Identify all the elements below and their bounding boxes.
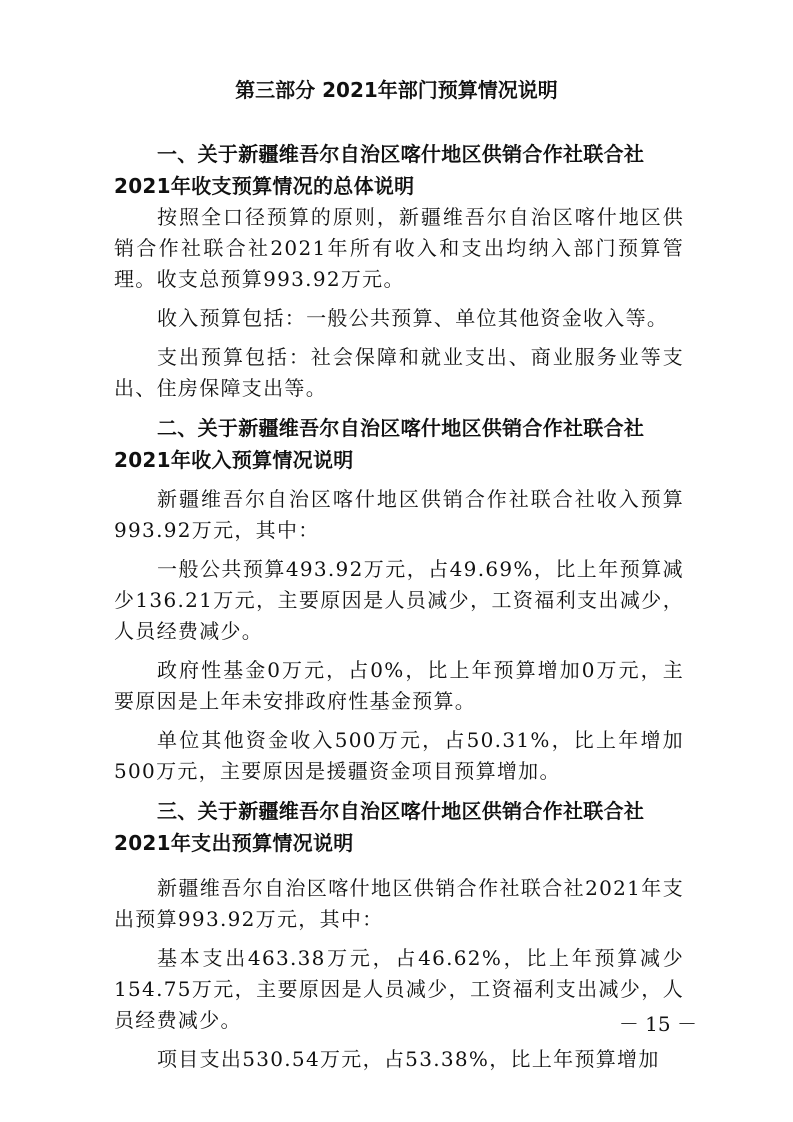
- paragraph: 新疆维吾尔自治区喀什地区供销合作社联合社收入预算993.92万元，其中：: [114, 487, 684, 542]
- section-overall-budget: [114, 138, 684, 404]
- paragraph: 按照全口径预算的原则，新疆维吾尔自治区喀什地区供销合作社联合社2021年所有收入和支出均纳入部门预算管理。收支总预算993.92万元。: [114, 205, 684, 291]
- paragraph: 收入预算包括：一般公共预算、单位其他资金收入等。: [157, 306, 669, 330]
- section-income-budget: [114, 412, 684, 787]
- paragraph: 新疆维吾尔自治区喀什地区供销合作社联合社2021年支出预算993.92万元，其中：: [114, 876, 684, 931]
- page-title: 第三部分 2021年部门预算情况说明: [235, 78, 558, 102]
- paragraph: 政府性基金0万元，占0%，比上年预算增加0万元，主要原因是上年未安排政府性基金预算。: [114, 658, 684, 713]
- section-expenditure-budget: [114, 795, 684, 1075]
- paragraph: 项目支出530.54万元，占53.38%，比上年预算增加: [157, 1047, 660, 1071]
- section-heading: 二、关于新疆维吾尔自治区喀什地区供销合作社联合社2021年收入预算情况说明: [114, 416, 645, 472]
- paragraph: 基本支出463.38万元，占46.62%，比上年预算减少154.75万元，主要原因是人员减少，工资福利支出减少，人员经费减少。: [114, 946, 684, 1032]
- paragraph: 一般公共预算493.92万元，占49.69%，比上年预算减少136.21万元，主要原因是人员减少，工资福利支出减少，人员经费减少。: [114, 557, 684, 643]
- paragraph: 支出预算包括：社会保障和就业支出、商业服务业等支出、住房保障支出等。: [114, 345, 684, 400]
- document-body: [114, 138, 684, 1075]
- page-number: － 15 －: [618, 1012, 697, 1036]
- section-heading: 一、关于新疆维吾尔自治区喀什地区供销合作社联合社2021年收支预算情况的总体说明: [114, 142, 645, 198]
- paragraph: 单位其他资金收入500万元，占50.31%，比上年增加500万元，主要原因是援疆资金项目预算增加。: [114, 728, 684, 783]
- section-heading: 三、关于新疆维吾尔自治区喀什地区供销合作社联合社2021年支出预算情况说明: [114, 799, 645, 855]
